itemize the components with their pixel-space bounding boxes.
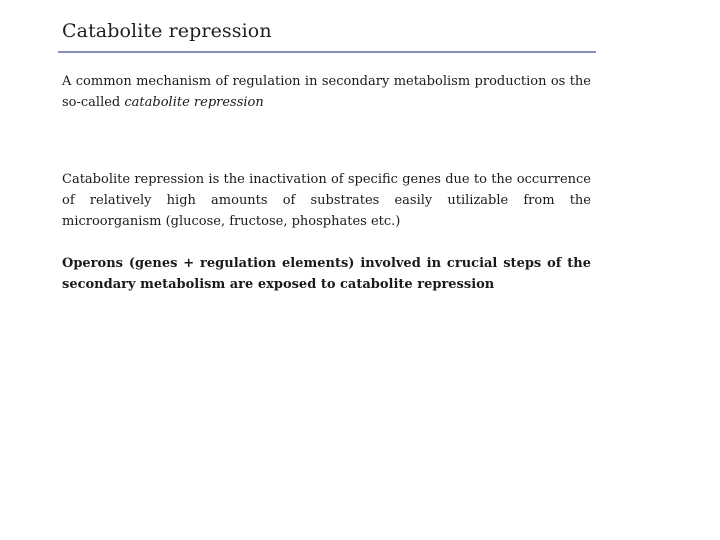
slide-title: Catabolite repression (62, 20, 272, 42)
title-underline-divider (58, 51, 596, 53)
paragraph-intro (62, 71, 591, 113)
paragraph-intro-emphasis: catabolite repression (124, 95, 264, 110)
paragraph-operons: Operons (genes + regulation elements) involved in crucial steps of the secondary metabolism are exposed to catabolite repression (62, 256, 591, 292)
paragraph-intro-text: A common mechanism of regulation in secondary metabolism production os the so-called (62, 74, 591, 110)
paragraph-definition: Catabolite repression is the inactivation of specific genes due to the occurrence of relatively high amounts of substrates easily utilizable from the microorganism (glucose, fructose, phosphates etc.) (62, 172, 591, 229)
